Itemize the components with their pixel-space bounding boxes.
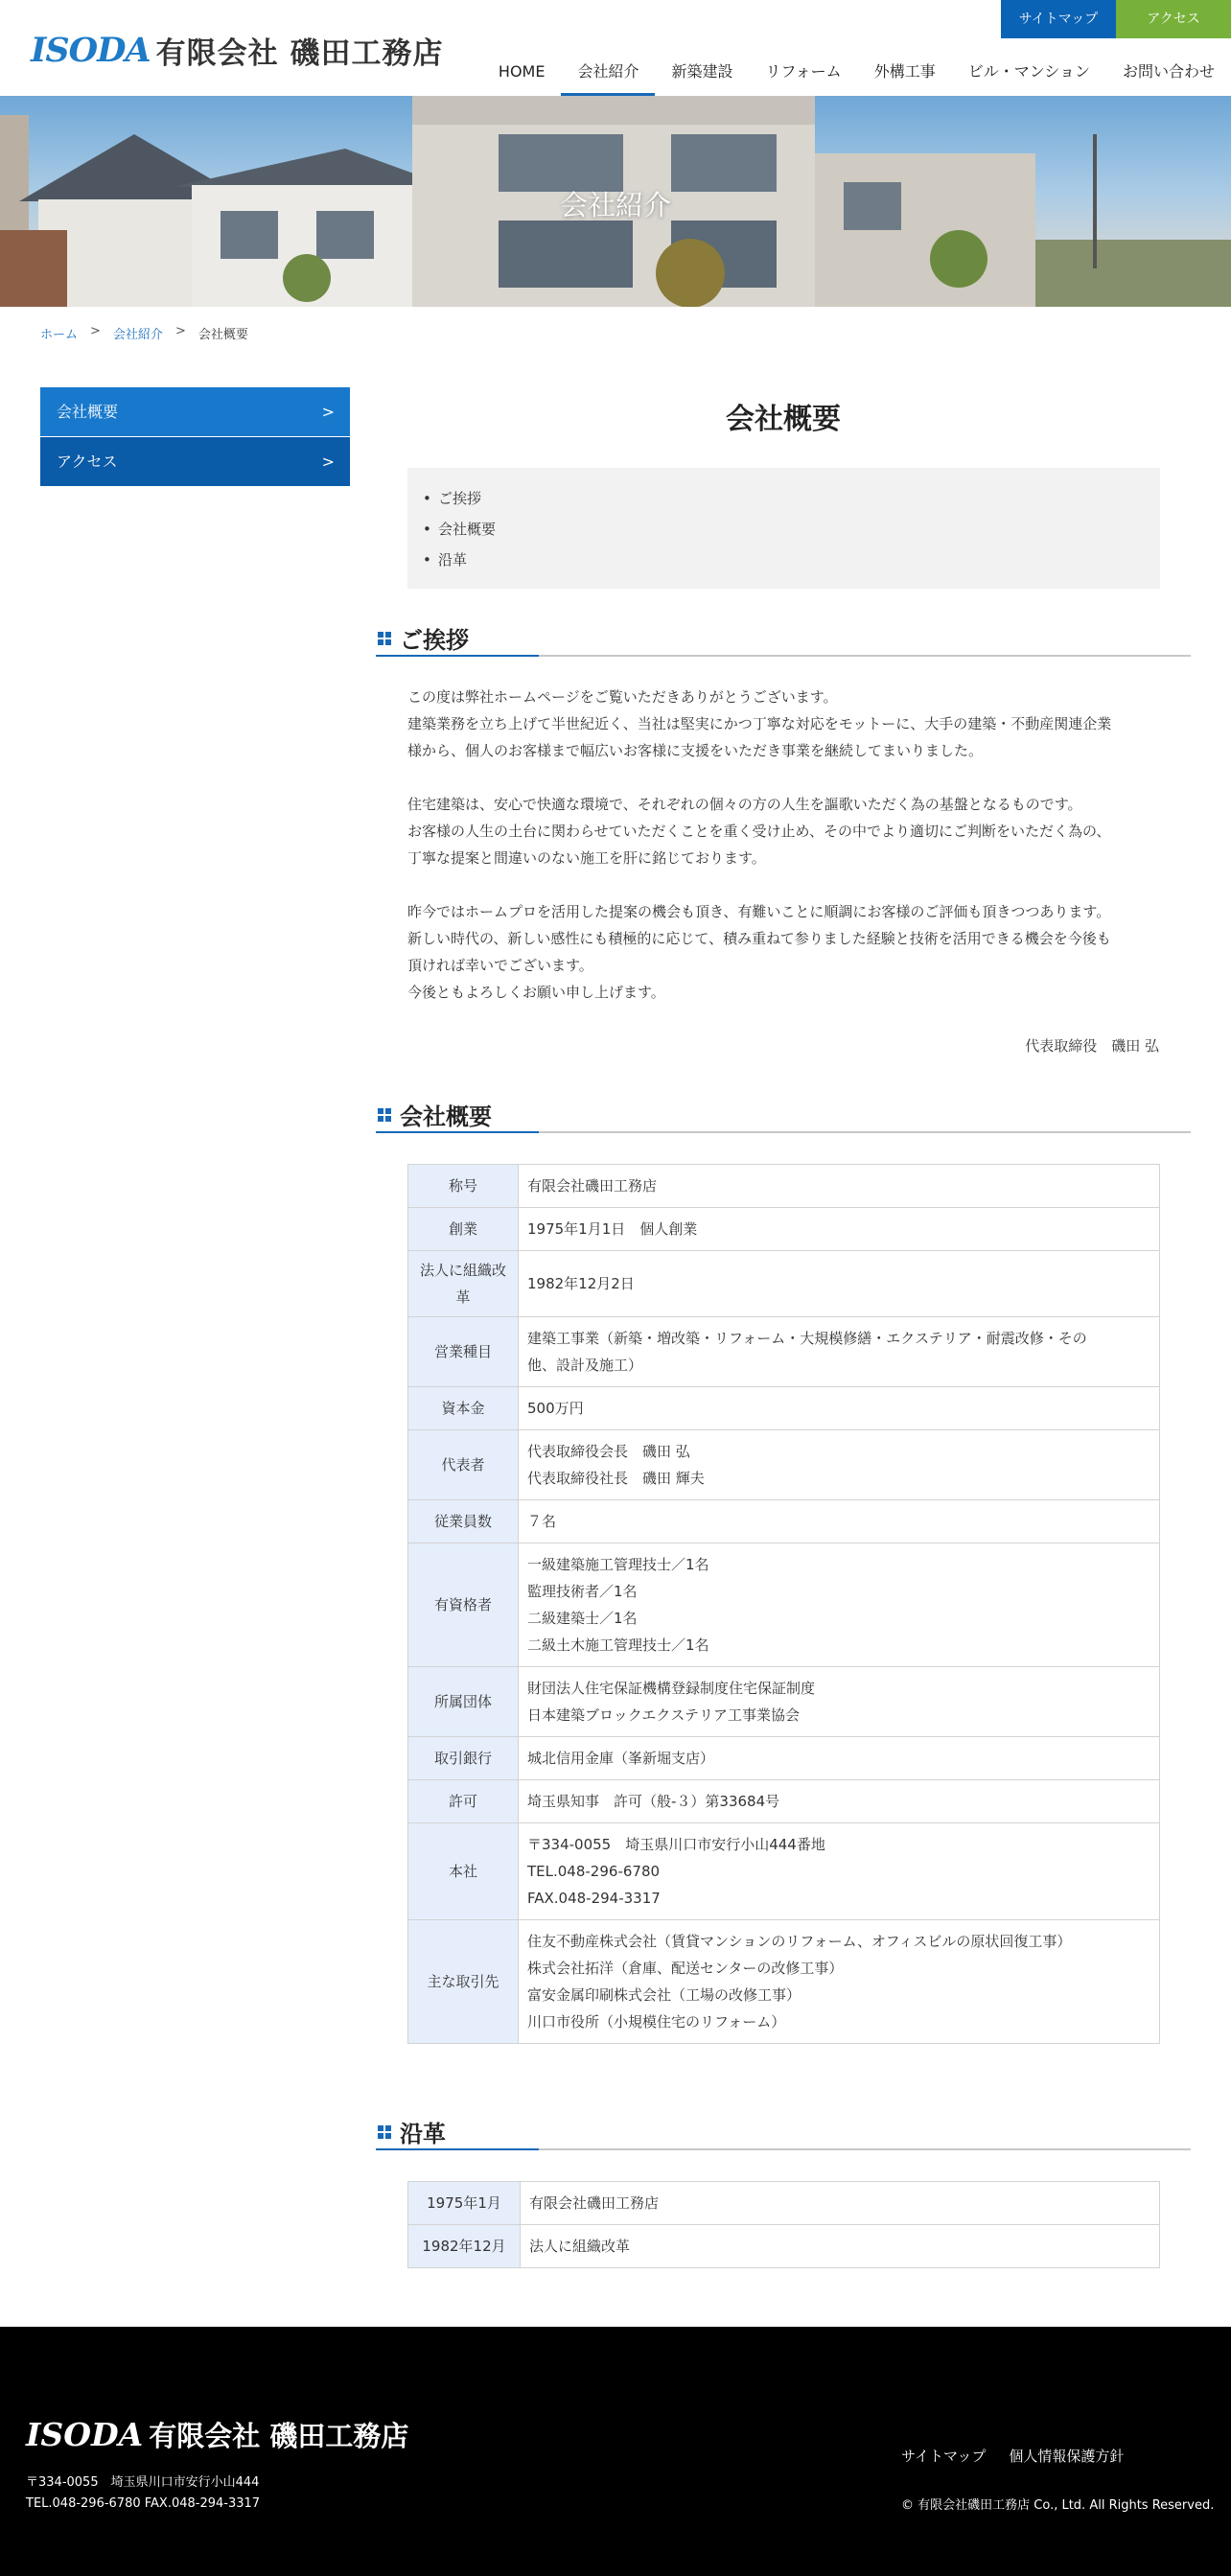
breadcrumb-parent-link[interactable]: 会社紹介: [112, 328, 163, 342]
section-heading-greeting: [376, 621, 1191, 657]
square-grid-icon: [378, 2125, 391, 2139]
greeting-line: お客様の人生の土台に関わらせていただくことを重く受け止め、その中でより適切にご判断をいただく為の、: [407, 823, 1111, 840]
row-label: 法人に組織改革: [408, 1251, 519, 1317]
footer-link-sitemap[interactable]: サイトマップ: [901, 2448, 987, 2465]
top-buttons: [1001, 0, 1231, 38]
row-value: 建築工事業（新築・増改築・リフォーム・大規模修繕・エクステリア・耐震改修・その 他、設計及施工）: [519, 1317, 1160, 1387]
footer-copyright: © 有限会社磯田工務店 Co., Ltd. All Rights Reserved.: [901, 2498, 1215, 2513]
row-label: 取引銀行: [408, 1737, 519, 1780]
row-value: 〒334-0055 埼玉県川口市安行小山444番地 TEL.048-296-6780 FAX.048-294-3317: [519, 1823, 1160, 1920]
row-value: 500万円: [519, 1387, 1160, 1430]
row-label: 従業員数: [408, 1500, 519, 1543]
row-value: 住友不動産株式会社（賃貸マンションのリフォーム、オフィスビルの原状回復工事） 株式会社拓洋（倉庫、配送センターの改修工事） 富安金属印刷株式会社（工場の改修工事） 川口市役所（小規模住宅のリフォーム）: [519, 1920, 1160, 2044]
table-row: [408, 1780, 1160, 1823]
row-label: 営業種目: [408, 1317, 519, 1387]
table-of-contents: [407, 468, 1160, 589]
breadcrumb-separator: >: [174, 324, 186, 338]
row-label: 創業: [408, 1208, 519, 1251]
toc-link-overview[interactable]: • 会社概要: [438, 514, 1160, 545]
footer-logo-isoda-mark: ISODA: [26, 2416, 144, 2453]
footer-address-line: 〒334-0055 埼玉県川口市安行小山444: [26, 2475, 260, 2490]
footer-address: [26, 2472, 260, 2515]
history-event: 有限会社磯田工務店: [521, 2182, 1160, 2225]
sidebar-item-overview[interactable]: [40, 387, 350, 437]
toc-link-history[interactable]: • 沿革: [438, 545, 1160, 575]
table-row: [408, 2182, 1160, 2225]
table-row: [408, 1387, 1160, 1430]
site-footer: [0, 2327, 1231, 2576]
history-table: [407, 2181, 1160, 2268]
hero-banner: [0, 96, 1231, 307]
table-row: [408, 1208, 1160, 1251]
sidebar-item-label: アクセス: [57, 453, 118, 471]
row-value: 1982年12月2日: [519, 1251, 1160, 1317]
sidebar-menu: [40, 387, 350, 487]
logo-company-name: 有限会社 磯田工務店: [155, 36, 444, 71]
greeting-line: この度は弊社ホームページをご覧いただきありがとうございます。: [407, 688, 838, 706]
row-label: 許可: [408, 1780, 519, 1823]
row-value: ７名: [519, 1500, 1160, 1543]
sidebar-item-label: 会社概要: [57, 403, 119, 421]
greeting-line: 今後ともよろしくお願い申し上げます。: [407, 984, 665, 1001]
row-value: 1975年1月1日 個人創業: [519, 1208, 1160, 1251]
site-logo[interactable]: [31, 29, 443, 72]
row-label: 有資格者: [408, 1543, 519, 1667]
greeting-paragraph: [407, 791, 1159, 871]
company-overview-table: [407, 1164, 1160, 2044]
section-title: 沿革: [400, 2121, 446, 2147]
greeting-line: 様から、個人のお客様まで幅広いお客様に支援をいただき事業を継続してまいりました。: [407, 742, 984, 759]
sidebar-item-access[interactable]: [40, 437, 350, 487]
nav-item-building[interactable]: ビル・マンション: [967, 62, 1090, 81]
row-value: 財団法人住宅保証機構登録制度住宅保証制度 日本建築ブロックエクステリア工事業協会: [519, 1667, 1160, 1737]
section-heading-history: [376, 2115, 1191, 2150]
history-date: 1975年1月: [408, 2182, 521, 2225]
breadcrumb-home-link[interactable]: ホーム: [40, 328, 79, 342]
table-row: [408, 1543, 1160, 1667]
row-value: 代表取締役会長 磯田 弘 代表取締役社長 磯田 輝夫: [519, 1430, 1160, 1500]
table-row: [408, 2225, 1160, 2268]
greeting-line: 新しい時代の、新しい感性にも積極的に応じて、積み重ねて参りました経験と技術を活用できる機会を今後も: [407, 930, 1111, 947]
toc-link-greeting[interactable]: • ご挨拶: [438, 483, 1160, 514]
chevron-right-icon: >: [321, 403, 335, 421]
page-title: 会社概要: [726, 403, 841, 436]
greeting-signature: 代表取締役 磯田 弘: [1025, 1037, 1159, 1055]
section-heading-overview: [376, 1098, 1191, 1133]
footer-logo[interactable]: [26, 2415, 408, 2454]
nav-item-exterior[interactable]: 外構工事: [873, 62, 936, 81]
table-row: [408, 1165, 1160, 1208]
footer-links: [901, 2446, 1124, 2466]
greeting-line: 昨今ではホームプロを活用した提案の機会も頂き、有難いことに順調にお客様のご評価も頂きつつあります。: [407, 903, 1111, 920]
sitemap-button[interactable]: サイトマップ: [1001, 0, 1116, 38]
greeting-paragraph: [407, 898, 1159, 1006]
square-grid-icon: [378, 632, 391, 645]
table-row: [408, 1430, 1160, 1500]
table-row: [408, 1251, 1160, 1317]
footer-logo-company-name: 有限会社 磯田工務店: [149, 2420, 409, 2452]
greeting-text: [407, 684, 1159, 1006]
history-event: 法人に組織改革: [521, 2225, 1160, 2268]
nav-item-new-build[interactable]: 新築建設: [671, 62, 733, 81]
logo-isoda-mark: ISODA: [31, 31, 151, 70]
nav-item-reform[interactable]: リフォーム: [765, 62, 842, 81]
row-value: 有限会社磯田工務店: [519, 1165, 1160, 1208]
square-grid-icon: [378, 1108, 391, 1122]
breadcrumb: [40, 324, 248, 342]
greeting-line: 頂ければ幸いでございます。: [407, 957, 593, 974]
greeting-line: 住宅建築は、安心で快適な環境で、それぞれの個々の方の人生を謳歌いただく為の基盤となるものです。: [407, 796, 1082, 813]
greeting-line: 丁寧な提案と間違いのない施工を肝に銘じております。: [407, 849, 766, 867]
table-row: [408, 1667, 1160, 1737]
table-row: [408, 1500, 1160, 1543]
row-label: 主な取引先: [408, 1920, 519, 2044]
row-value: 埼玉県知事 許可（般-３）第33684号: [519, 1780, 1160, 1823]
greeting-line: 建築業務を立ち上げて半世紀近く、当社は堅実にかつ丁寧な対応をモットーに、大手の建築・不動産関連企業: [407, 715, 1112, 732]
section-title: 会社概要: [400, 1103, 492, 1130]
footer-tel-fax: TEL.048-296-6780 FAX.048-294-3317: [26, 2496, 261, 2511]
row-value: 城北信用金庫（峯新堀支店）: [519, 1737, 1160, 1780]
history-date: 1982年12月: [408, 2225, 521, 2268]
nav-item-contact[interactable]: お問い合わせ: [1122, 62, 1215, 81]
table-row: [408, 1317, 1160, 1387]
nav-item-home[interactable]: HOME: [498, 62, 546, 81]
breadcrumb-current: 会社概要: [197, 328, 248, 342]
hero-title: 会社紹介: [559, 189, 671, 221]
table-row: [408, 1823, 1160, 1920]
site-header: [0, 0, 1231, 96]
main-content: [376, 383, 1191, 2268]
nav-item-company[interactable]: 会社紹介: [561, 60, 655, 96]
global-nav: [482, 60, 1231, 96]
row-value: 一級建築施工管理技士／1名 監理技術者／1名 二級建築士／1名 二級土木施工管理技士／1名: [519, 1543, 1160, 1667]
row-label: 所属団体: [408, 1667, 519, 1737]
greeting-paragraph: [407, 684, 1159, 764]
table-row: [408, 1737, 1160, 1780]
row-label: 資本金: [408, 1387, 519, 1430]
table-row: [408, 1920, 1160, 2044]
footer-link-privacy[interactable]: 個人情報保護方針: [1009, 2448, 1125, 2465]
row-label: 代表者: [408, 1430, 519, 1500]
chevron-right-icon: >: [321, 453, 335, 471]
access-button[interactable]: アクセス: [1116, 0, 1231, 38]
section-title: ご挨拶: [400, 627, 469, 654]
row-label: 本社: [408, 1823, 519, 1920]
row-label: 称号: [408, 1165, 519, 1208]
breadcrumb-separator: >: [90, 324, 101, 338]
